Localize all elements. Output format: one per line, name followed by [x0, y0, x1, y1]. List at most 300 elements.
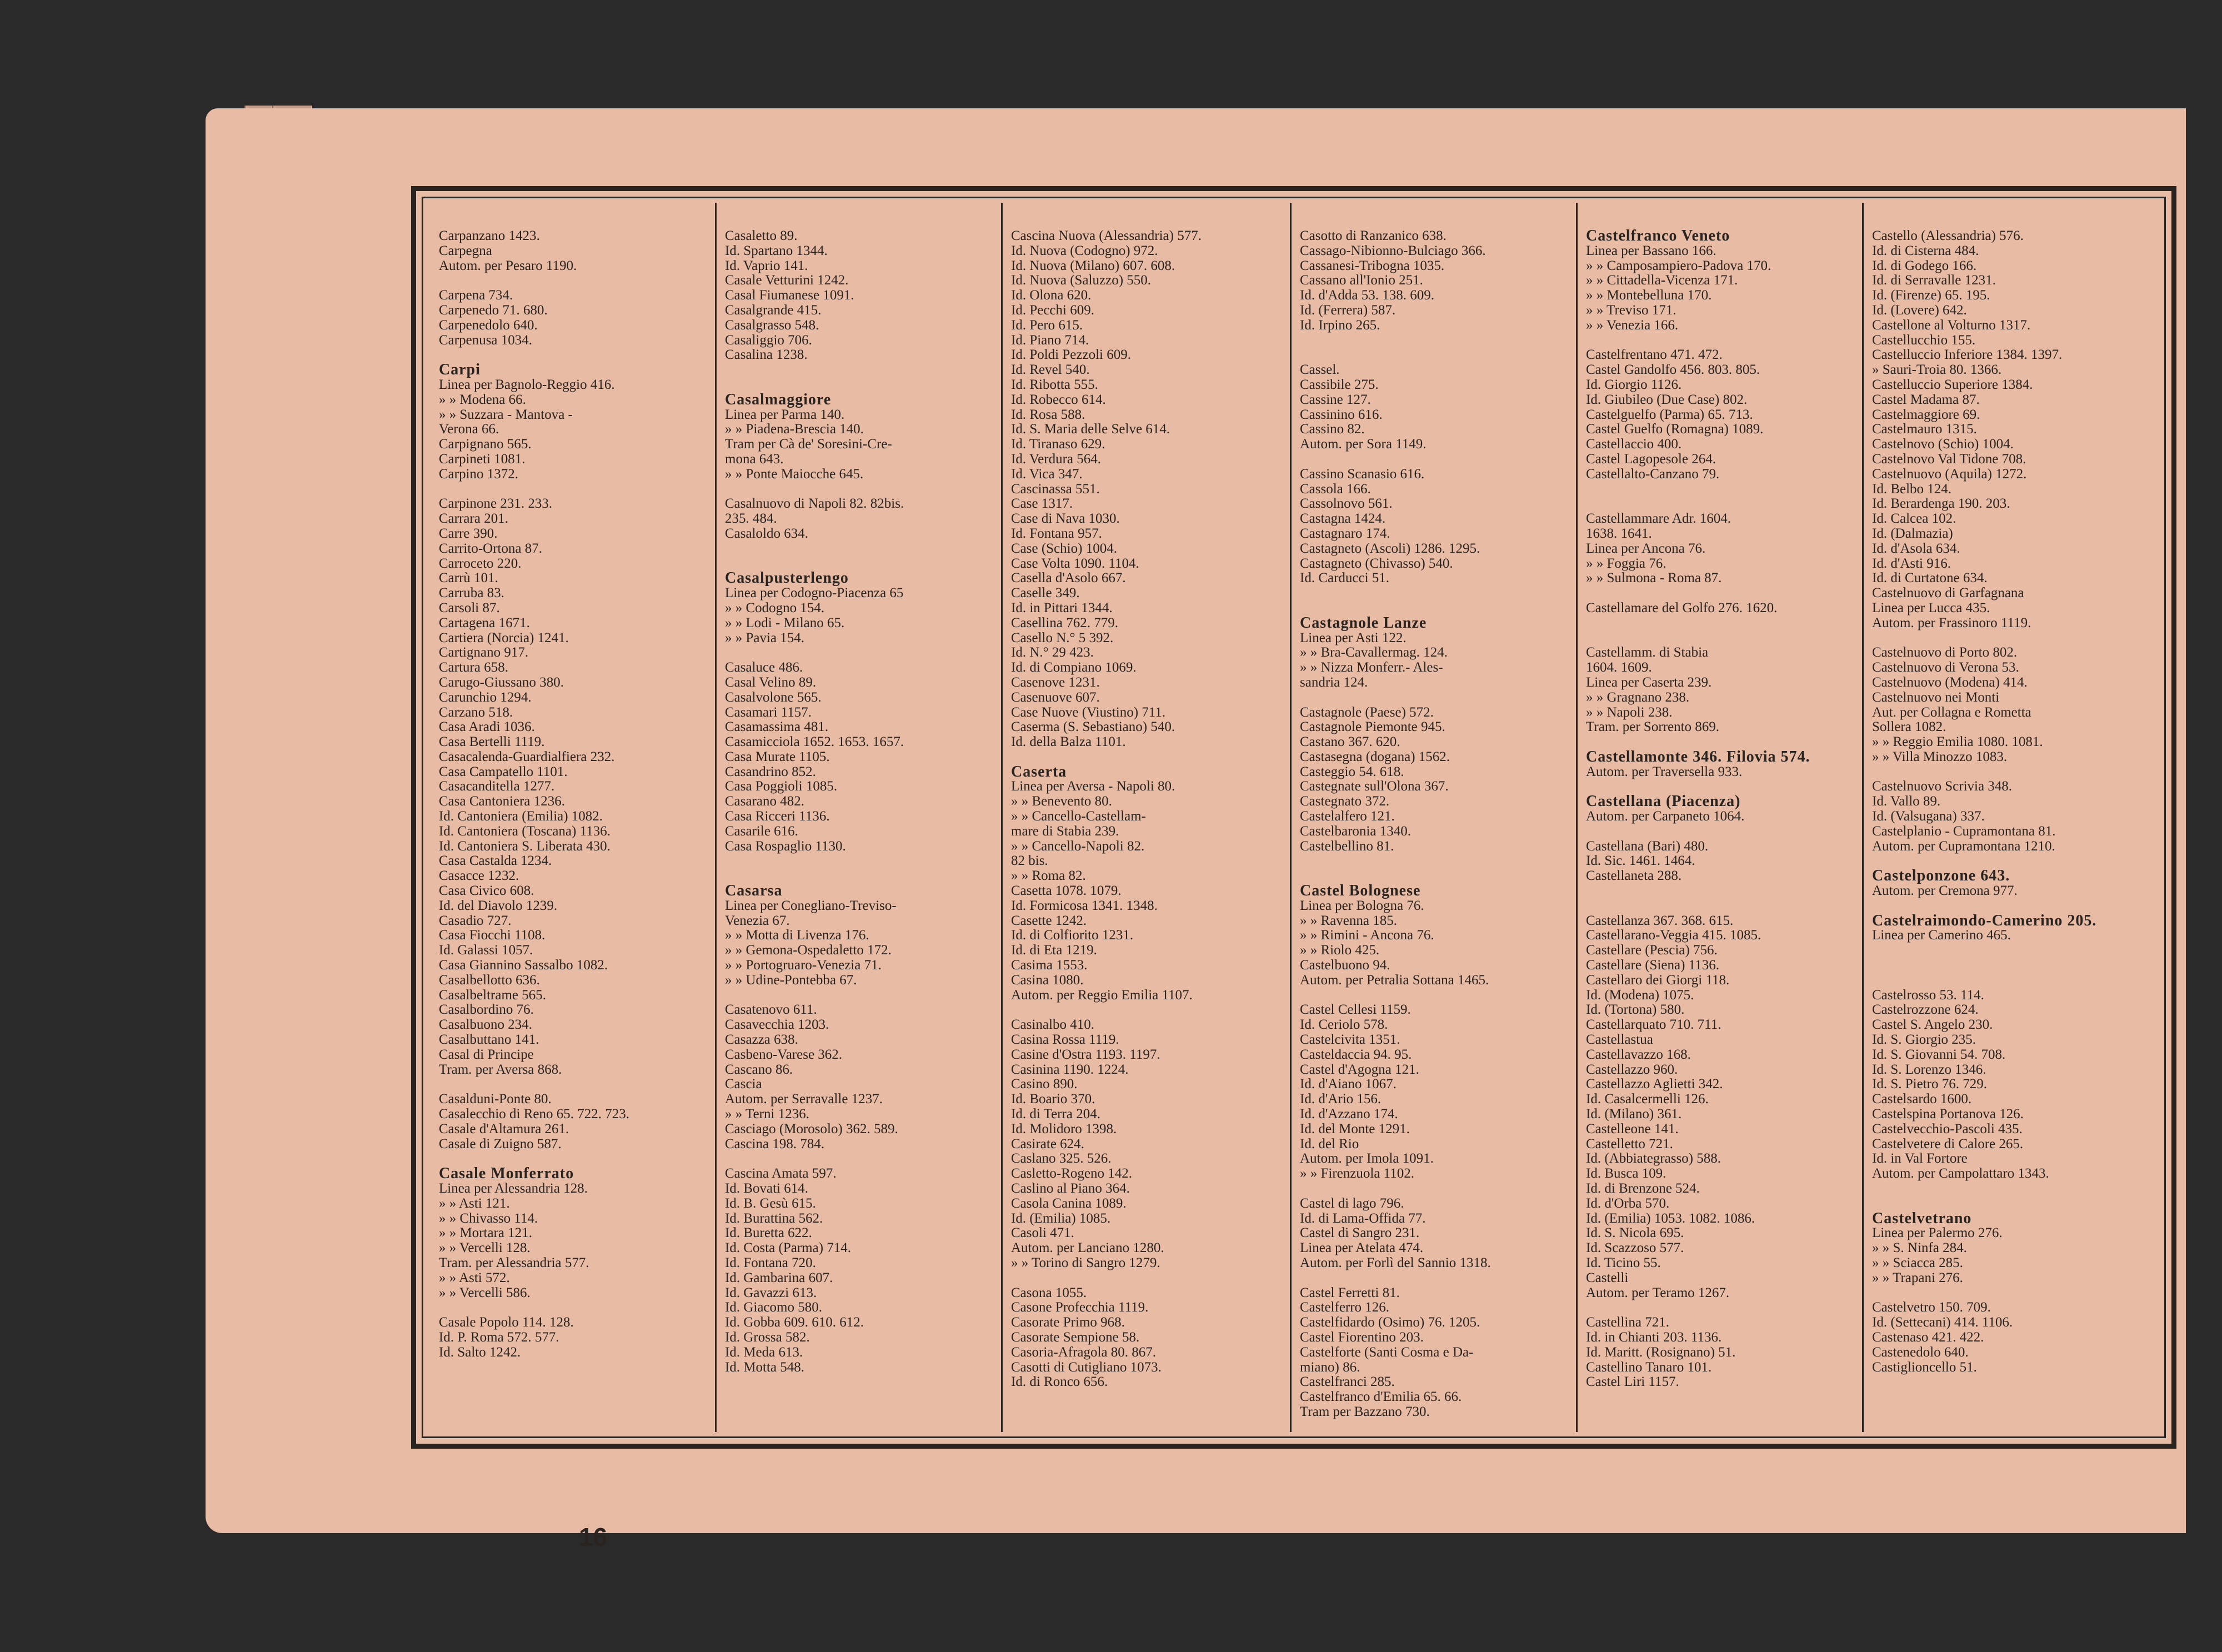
index-entry: Castelnuovo (Aquila) 1272.: [1872, 467, 2027, 482]
blank-line: [1300, 1271, 1572, 1286]
blank-line: [1872, 973, 2166, 988]
index-entry: Castagnole Lanze: [1300, 615, 1427, 631]
index-entry: Cassinino 616.: [1300, 407, 1383, 422]
index-entry: Castellare (Siena) 1136.: [1586, 958, 1719, 973]
index-entry: Id. Giubileo (Due Case) 802.: [1586, 392, 1748, 407]
index-entry: Castellana (Bari) 480.: [1586, 839, 1709, 854]
index-entry: Casorate Primo 968.: [1011, 1315, 1125, 1330]
index-entry: Castelnuovo di Garfagnana: [1872, 586, 2024, 601]
index-entry: Carre 390.: [439, 526, 498, 541]
index-entry: Castel Ferretti 81.: [1300, 1285, 1400, 1300]
index-entry: Id. Galassi 1057.: [439, 943, 533, 958]
index-entry: Id. Salto 1242.: [439, 1345, 521, 1360]
index-entry: Casamassima 481.: [725, 720, 829, 735]
index-entry: Castagnaro 174.: [1300, 526, 1390, 541]
index-entry: Castellastua: [1586, 1033, 1653, 1048]
index-entry: mare di Stabia 239.: [1011, 824, 1119, 839]
index-entry: Casinina 1190. 1224.: [1011, 1062, 1129, 1077]
index-entry: Casalnuovo di Napoli 82. 82bis.: [725, 497, 904, 512]
index-entry: Castel Fiorentino 203.: [1300, 1330, 1424, 1345]
index-entry: Castelforte (Santi Cosma e Da-: [1300, 1345, 1474, 1360]
index-table-inner: [422, 197, 2166, 1438]
index-entry: Casacanditella 1277.: [439, 779, 555, 794]
index-entry: Cassibile 275.: [1300, 377, 1379, 392]
index-entry: Castel Guelfo (Romagna) 1089.: [1586, 422, 1764, 437]
index-entry: mona 643.: [725, 452, 784, 467]
index-entry: Castellino Tanaro 101.: [1586, 1360, 1712, 1375]
index-entry: Castagna 1424.: [1300, 512, 1386, 527]
index-entry: Castelluccio Inferiore 1384. 1397.: [1872, 348, 2063, 363]
index-entry: Casa Campatello 1101.: [439, 764, 568, 779]
blank-line: [1872, 631, 2166, 646]
index-entry: Tram. per Aversa 868.: [439, 1062, 562, 1077]
index-entry: Castelbuono 94.: [1300, 958, 1390, 973]
index-entry: Id. Nuova (Saluzzo) 550.: [1011, 273, 1152, 288]
index-entry: Id. di Brenzone 524.: [1586, 1182, 1700, 1196]
column-separator: [1862, 203, 1864, 1432]
index-entry: Carruba 83.: [439, 586, 505, 601]
index-entry: Castelnuovo di Porto 802.: [1872, 645, 2018, 660]
blank-line: [1586, 631, 1858, 646]
index-entry: Id. d'Adda 53. 138. 609.: [1300, 288, 1434, 303]
index-entry: Id. S. Lorenzo 1346.: [1872, 1062, 1986, 1077]
index-entry: » » Portogruaro-Venezia 71.: [725, 958, 882, 973]
index-entry: Cassano all'Ionio 251.: [1300, 273, 1423, 288]
index-entry: Id. (Lovere) 642.: [1872, 303, 1967, 318]
index-entry: Cartagena 1671.: [439, 615, 530, 630]
index-entry: » » Firenzuola 1102.: [1300, 1167, 1414, 1182]
index-entry: Autom. per Forlì del Sannio 1318.: [1300, 1255, 1491, 1270]
index-entry: Id. Verdura 564.: [1011, 452, 1101, 467]
blank-line: [1872, 854, 2166, 869]
index-entry: Carpanzano 1423.: [439, 229, 540, 243]
index-entry: » » Roma 82.: [1011, 869, 1086, 884]
index-entry: » » Asti 572.: [439, 1270, 510, 1285]
index-entry: Casima 1553.: [1011, 958, 1088, 973]
index-entry: Cascina 198. 784.: [725, 1137, 825, 1152]
index-entry: » » Piadena-Brescia 140.: [725, 422, 864, 437]
index-entry: Casalbellotto 636.: [439, 973, 540, 988]
index-entry: Cassel.: [1300, 363, 1340, 378]
index-entry: Caserta: [1011, 764, 1067, 780]
index-entry: Id. Gambarina 607.: [725, 1270, 833, 1285]
index-entry: » » Treviso 171.: [1586, 303, 1676, 318]
blank-line: [439, 273, 711, 288]
index-entry: » » Sciacca 285.: [1872, 1255, 1963, 1270]
index-entry: Venezia 67.: [725, 913, 790, 928]
index-entry: Autom. per Carpaneto 1064.: [1586, 809, 1745, 824]
index-entry: Id. in Chianti 203. 1136.: [1586, 1330, 1722, 1345]
index-entry: Casellina 762. 779.: [1011, 615, 1119, 630]
index-entry: Cassino Scanasio 616.: [1300, 467, 1425, 482]
index-entry: Casa Castalda 1234.: [439, 854, 552, 869]
index-entry: Id. Irpino 265.: [1300, 318, 1380, 333]
blank-line: [1300, 452, 1572, 467]
index-entry: Id. d'Asti 916.: [1872, 556, 1951, 571]
index-entry: Linea per Aversa - Napoli 80.: [1011, 779, 1175, 794]
index-entry: Casotti di Cutigliano 1073.: [1011, 1360, 1162, 1375]
index-entry: Castellammare Adr. 1604.: [1586, 512, 1731, 527]
index-entry: Castelluccio Superiore 1384.: [1872, 377, 2033, 392]
index-entry: Casello N.° 5 392.: [1011, 630, 1114, 645]
blank-line: [1872, 943, 2166, 958]
index-entry: » » Codogno 154.: [725, 600, 825, 615]
column-separator: [715, 203, 717, 1432]
index-entry: Id. (Abbiategrasso) 588.: [1586, 1152, 1721, 1167]
index-entry: Linea per Camerino 465.: [1872, 928, 2011, 943]
index-entry: miano) 86.: [1300, 1360, 1360, 1375]
index-entry: Castellavazzo 168.: [1586, 1047, 1691, 1062]
index-entry: Cassola 166.: [1300, 482, 1371, 497]
index-entry: Casalbuono 234.: [439, 1018, 533, 1033]
index-entry: Castagnole (Paese) 572.: [1300, 705, 1434, 720]
index-entry: Castelspina Portanova 126.: [1872, 1107, 2024, 1122]
blank-line: [725, 1152, 997, 1167]
index-entry: » » Gragnano 238.: [1586, 690, 1690, 705]
index-entry: Castellina 721.: [1586, 1315, 1669, 1330]
index-entry: Id. Grossa 582.: [725, 1330, 810, 1345]
index-entry: Castagneto (Ascoli) 1286. 1295.: [1300, 541, 1480, 556]
index-entry: Casalina 1238.: [725, 348, 808, 363]
index-entry: Id. Formicosa 1341. 1348.: [1011, 898, 1158, 913]
index-entry: Castel d'Agogna 121.: [1300, 1062, 1419, 1077]
index-entry: Castelraimondo-Camerino 205.: [1872, 913, 2097, 929]
index-entry: Castel di lago 796.: [1300, 1196, 1404, 1211]
index-entry: Id. S. Nicola 695.: [1586, 1226, 1684, 1241]
index-entry: Cascina Nuova (Alessandria) 577.: [1011, 229, 1202, 243]
index-entry: Casalvolone 565.: [725, 690, 822, 705]
index-entry: Id. Calcea 102.: [1872, 512, 1956, 527]
blank-line: [1300, 1182, 1572, 1197]
index-entry: Casina Rossa 1119.: [1011, 1033, 1119, 1048]
index-entry: Casarsa: [725, 884, 783, 899]
index-entry: Autom. per Cupramontana 1210.: [1872, 839, 2055, 854]
index-entry: Id. in Val Fortore: [1872, 1152, 1968, 1167]
blank-line: [1011, 1003, 1286, 1018]
index-entry: » » Motta di Livenza 176.: [725, 928, 869, 943]
index-entry: Castenaso 421. 422.: [1872, 1330, 1984, 1345]
index-entry: Castelvetere di Calore 265.: [1872, 1137, 2024, 1152]
index-entry: » » Asti 121.: [439, 1196, 510, 1211]
index-entry: Cascinassa 551.: [1011, 482, 1100, 497]
index-entry: Linea per Palermo 276.: [1872, 1226, 2003, 1241]
index-entry: Id. N.° 29 423.: [1011, 645, 1094, 660]
index-entry: » » Rimini - Ancona 76.: [1300, 928, 1434, 943]
index-entry: Autom. per Reggio Emilia 1107.: [1011, 988, 1193, 1003]
index-entry: » » Vercelli 128.: [439, 1241, 531, 1256]
index-entry: Id. del Monte 1291.: [1300, 1122, 1410, 1137]
index-entry: Casola Canina 1089.: [1011, 1196, 1127, 1211]
index-entry: Cascano 86.: [725, 1062, 793, 1077]
blank-line: [725, 645, 997, 660]
index-entry: Casoli 471.: [1011, 1226, 1074, 1241]
index-entry: Casandrino 852.: [725, 764, 816, 779]
blank-line: [1300, 854, 1572, 869]
index-entry: Carpegna: [439, 243, 492, 258]
index-entry: Casale Vetturini 1242.: [725, 273, 849, 288]
index-entry: Casa Rospaglio 1130.: [725, 839, 846, 854]
index-entry: » » S. Ninfa 284.: [1872, 1241, 1967, 1256]
index-entry: » » Mortara 121.: [439, 1226, 533, 1241]
index-entry: Linea per Bassano 166.: [1586, 243, 1716, 258]
index-entry: Cassanesi-Tribogna 1035.: [1300, 258, 1445, 273]
index-entry: Casotto di Ranzanico 638.: [1300, 229, 1447, 243]
index-entry: Carrara 201.: [439, 512, 508, 527]
index-entry: Casine d'Ostra 1193. 1197.: [1011, 1047, 1160, 1062]
index-column-4: [1300, 229, 1572, 1423]
index-entry: Castenedolo 640.: [1872, 1345, 1969, 1360]
index-entry: Casirate 624.: [1011, 1137, 1084, 1152]
index-entry: Id. (Milano) 361.: [1586, 1107, 1682, 1122]
index-entry: » » Pavia 154.: [725, 630, 805, 645]
index-entry: Casalpusterlengo: [725, 571, 849, 587]
index-entry: Carpenedo 71. 680.: [439, 303, 548, 318]
index-entry: Carpena 734.: [439, 288, 513, 303]
blank-line: [1300, 601, 1572, 616]
column-separator: [1576, 203, 1578, 1432]
index-entry: Casoria-Afragola 80. 867.: [1011, 1345, 1157, 1360]
index-entry: Id. (Tortona) 580.: [1586, 1003, 1685, 1018]
index-entry: Castellaro dei Giorgi 118.: [1586, 973, 1730, 988]
blank-line: [439, 1077, 711, 1092]
index-entry: Carrito-Ortona 87.: [439, 541, 543, 556]
index-entry: Castelfrentano 471. 472.: [1586, 348, 1723, 363]
index-entry: Casaliggio 706.: [725, 333, 812, 348]
index-entry: Castellalto-Canzano 79.: [1586, 467, 1720, 482]
index-entry: Castello (Alessandria) 576.: [1872, 229, 2024, 243]
index-entry: Castelnuovo Scrivia 348.: [1872, 779, 2013, 794]
index-entry: Castellaneta 288.: [1586, 869, 1682, 884]
index-entry: Cascina Amata 597.: [725, 1167, 837, 1182]
index-entry: Castelalfero 121.: [1300, 809, 1395, 824]
index-entry: Id. Buretta 622.: [725, 1226, 812, 1241]
index-entry: Verona 66.: [439, 422, 499, 437]
index-entry: Casa Aradi 1036.: [439, 720, 535, 735]
index-entry: Id. Molidoro 1398.: [1011, 1122, 1117, 1137]
index-entry: Castelsardo 1600.: [1872, 1092, 1972, 1107]
index-entry: Id. Vallo 89.: [1872, 794, 1941, 809]
index-entry: Caslino al Piano 364.: [1011, 1182, 1130, 1196]
blank-line: [1586, 1300, 1858, 1315]
index-entry: Id. Costa (Parma) 714.: [725, 1241, 852, 1256]
index-entry: Castellarano-Veggia 415. 1085.: [1586, 928, 1761, 943]
index-entry: Casaletto 89.: [725, 229, 798, 243]
index-entry: Castelli: [1586, 1270, 1629, 1285]
index-entry: Linea per Atelata 474.: [1300, 1241, 1424, 1256]
index-entry: Carrù 101.: [439, 571, 498, 586]
index-entry: Casamari 1157.: [725, 705, 812, 720]
index-entry: Id. Meda 613.: [725, 1345, 803, 1360]
index-entry: Id. (Emilia) 1085.: [1011, 1211, 1111, 1226]
index-entry: Id. Sic. 1461. 1464.: [1586, 854, 1695, 869]
index-entry: Id. Busca 109.: [1586, 1167, 1666, 1182]
index-entry: » » Torino di Sangro 1279.: [1011, 1255, 1160, 1270]
index-column-3: [1011, 229, 1286, 1423]
index-entry: Id. Vaprio 141.: [725, 258, 808, 273]
index-entry: Id. Pero 615.: [1011, 318, 1083, 333]
index-entry: Cartura 658.: [439, 660, 508, 675]
index-table-frame: [411, 186, 2176, 1449]
index-entry: Id. di Curtatone 634.: [1872, 571, 1988, 586]
index-entry: Casarile 616.: [725, 824, 798, 839]
index-entry: » » Chivasso 114.: [439, 1211, 538, 1226]
index-entry: Id. Fontana 957.: [1011, 526, 1102, 541]
blank-line: [725, 482, 997, 497]
index-entry: Id. (Emilia) 1053. 1082. 1086.: [1586, 1211, 1755, 1226]
index-entry: Castelbellino 81.: [1300, 839, 1394, 854]
index-entry: Castellaccio 400.: [1586, 437, 1682, 452]
index-entry: » » Suzzara - Mantova -: [439, 407, 573, 422]
index-entry: » » Venezia 166.: [1586, 318, 1679, 333]
index-entry: Id. Burattina 562.: [725, 1211, 823, 1226]
column-separator: [1001, 203, 1003, 1432]
index-entry: Id. Fontana 720.: [725, 1255, 816, 1270]
index-entry: » » Lodi - Milano 65.: [725, 615, 845, 630]
index-entry: Casa Ricceri 1136.: [725, 809, 830, 824]
index-entry: » » Montebelluna 170.: [1586, 288, 1712, 303]
index-entry: Case Volta 1090. 1104.: [1011, 556, 1139, 571]
index-entry: Id. Olona 620.: [1011, 288, 1092, 303]
index-entry: Carugo-Giussano 380.: [439, 675, 564, 690]
index-entry: Autom. per Cremona 977.: [1872, 884, 2018, 899]
index-column-6: [1872, 229, 2166, 1423]
index-entry: Castellone al Volturno 1317.: [1872, 318, 2031, 333]
blank-line: [439, 482, 711, 497]
index-entry: Castel Madama 87.: [1872, 392, 1980, 407]
blank-line: [1586, 482, 1858, 497]
blank-line: [1586, 616, 1858, 631]
index-entry: Castagneto (Chivasso) 540.: [1300, 556, 1453, 571]
index-entry: Autom. per Serravalle 1237.: [725, 1092, 883, 1107]
index-entry: Id. di Cisterna 484.: [1872, 243, 1979, 258]
index-entry: Cassago-Nibionno-Bulciago 366.: [1300, 243, 1486, 258]
index-entry: » » Napoli 238.: [1586, 705, 1673, 720]
index-entry: » » Trapani 276.: [1872, 1270, 1963, 1285]
index-entry: » » Reggio Emilia 1080. 1081.: [1872, 735, 2043, 750]
index-entry: Case Nuove (Viustino) 711.: [1011, 705, 1166, 720]
index-entry: Autom. per Campolattaro 1343.: [1872, 1167, 2049, 1182]
blank-line: [1586, 884, 1858, 899]
index-entry: Castelbaronia 1340.: [1300, 824, 1411, 839]
blank-line: [1872, 765, 2166, 780]
index-entry: Linea per Ancona 76.: [1586, 541, 1706, 556]
index-entry: Castellazzo Aglietti 342.: [1586, 1077, 1723, 1092]
index-entry: » » Vercelli 586.: [439, 1285, 531, 1300]
index-entry: Autom. per Frassinoro 1119.: [1872, 615, 2031, 630]
index-entry: Casone Profecchia 1119.: [1011, 1300, 1149, 1315]
index-entry: » » Cancello-Castellam-: [1011, 809, 1146, 824]
index-entry: Id. di Ronco 656.: [1011, 1375, 1108, 1390]
blank-line: [725, 542, 997, 557]
index-entry: Castelmaggiore 69.: [1872, 407, 1980, 422]
index-entry: Linea per Asti 122.: [1300, 630, 1407, 645]
index-entry: Castelrozzone 624.: [1872, 1003, 1979, 1018]
index-entry: » » Bra-Cavallermag. 124.: [1300, 645, 1448, 660]
index-entry: Castelmauro 1315.: [1872, 422, 1977, 437]
index-entry: Casaluce 486.: [725, 660, 803, 675]
index-entry: Casa Poggioli 1085.: [725, 779, 838, 794]
index-entry: Castel Bolognese: [1300, 884, 1421, 899]
index-entry: Castel di Sangro 231.: [1300, 1226, 1420, 1241]
index-entry: Castelguelfo (Parma) 65. 713.: [1586, 407, 1753, 422]
index-entry: Id. Pecchi 609.: [1011, 303, 1094, 318]
index-entry: Casalbordino 76.: [439, 1003, 534, 1018]
index-entry: Castel Cellesi 1159.: [1300, 1003, 1411, 1018]
index-entry: Linea per Lucca 435.: [1872, 600, 1990, 615]
index-entry: Castelfranci 285.: [1300, 1375, 1395, 1390]
index-entry: Id. d'Asola 634.: [1872, 541, 1960, 556]
index-entry: Casinalbo 410.: [1011, 1018, 1094, 1033]
index-entry: » » Nizza Monferr.- Ales-: [1300, 660, 1443, 675]
index-entry: Castelfidardo (Osimo) 76. 1205.: [1300, 1315, 1480, 1330]
index-entry: Castegnate sull'Olona 367.: [1300, 779, 1449, 794]
index-column-5: [1586, 229, 1858, 1423]
index-entry: Castellamare del Golfo 276. 1620.: [1586, 600, 1778, 615]
index-entry: Linea per Codogno-Piacenza 65: [725, 586, 904, 601]
index-entry: Carunchio 1294.: [439, 690, 532, 705]
index-entry: Id. S. Maria delle Selve 614.: [1011, 422, 1170, 437]
index-entry: Castellamonte 346. Filovia 574.: [1586, 749, 1810, 765]
index-entry: Id. Ceriolo 578.: [1300, 1018, 1388, 1033]
index-entry: Casa Bertelli 1119.: [439, 735, 545, 750]
index-entry: Castel Lagopesole 264.: [1586, 452, 1716, 467]
index-entry: Casalduni-Ponte 80.: [439, 1092, 552, 1107]
blank-line: [1586, 824, 1858, 839]
index-entry: Id. Giacomo 580.: [725, 1300, 822, 1315]
index-entry: Carpino 1372.: [439, 467, 519, 482]
index-entry: Id. Gobba 609. 610. 612.: [725, 1315, 864, 1330]
index-entry: » » Riolo 425.: [1300, 943, 1380, 958]
index-entry: Id. Tiranaso 629.: [1011, 437, 1105, 452]
index-entry: Id. S. Pietro 76. 729.: [1872, 1077, 1987, 1092]
index-entry: Carpinone 231. 233.: [439, 497, 553, 512]
index-entry: » » Terni 1236.: [725, 1107, 809, 1122]
index-entry: Id. B. Gesù 615.: [725, 1196, 816, 1211]
index-entry: Castelponzone 643.: [1872, 869, 2010, 884]
index-entry: Casadio 727.: [439, 913, 512, 928]
index-entry: 1638. 1641.: [1586, 526, 1652, 541]
index-entry: Cartiera (Norcia) 1241.: [439, 630, 569, 645]
index-entry: Id. d'Ario 156.: [1300, 1092, 1382, 1107]
index-entry: Id. Nuova (Milano) 607. 608.: [1011, 258, 1175, 273]
index-entry: Casacalenda-Guardialfiera 232.: [439, 749, 615, 764]
index-entry: Casorate Sempione 58.: [1011, 1330, 1140, 1345]
index-entry: Id. d'Orba 570.: [1586, 1196, 1670, 1211]
index-entry: Castelletto 721.: [1586, 1137, 1673, 1152]
index-entry: Linea per Alessandria 128.: [439, 1182, 588, 1196]
index-entry: Id. del Diavolo 1239.: [439, 898, 558, 913]
index-entry: Id. Casalcermelli 126.: [1586, 1092, 1709, 1107]
index-entry: » » Cittadella-Vicenza 171.: [1586, 273, 1738, 288]
index-entry: Id. Revel 540.: [1011, 363, 1090, 378]
page-number: 16: [579, 1523, 608, 1551]
index-entry: Castellamm. di Stabia: [1586, 645, 1709, 660]
index-entry: Casa Cantoniera 1236.: [439, 794, 565, 809]
index-entry: Castelvetro 150. 709.: [1872, 1300, 1991, 1315]
index-entry: Casal Velino 89.: [725, 675, 817, 690]
index-entry: Linea per Caserta 239.: [1586, 675, 1712, 690]
index-entry: Casatenovo 611.: [725, 1003, 817, 1018]
index-entry: Carpenedolo 640.: [439, 318, 538, 333]
blank-line: [725, 869, 997, 884]
index-entry: Castagnole Piemonte 945.: [1300, 720, 1445, 735]
index-entry: Tram per Bazzano 730.: [1300, 1404, 1430, 1419]
index-entry: Tram per Cà de' Soresini-Cre-: [725, 437, 892, 452]
index-entry: Id. Cantoniera (Emilia) 1082.: [439, 809, 603, 824]
index-entry: Id. d'Azzano 174.: [1300, 1107, 1398, 1122]
index-entry: Castegnato 372.: [1300, 794, 1390, 809]
index-entry: Id. S. Giorgio 235.: [1872, 1033, 1976, 1048]
